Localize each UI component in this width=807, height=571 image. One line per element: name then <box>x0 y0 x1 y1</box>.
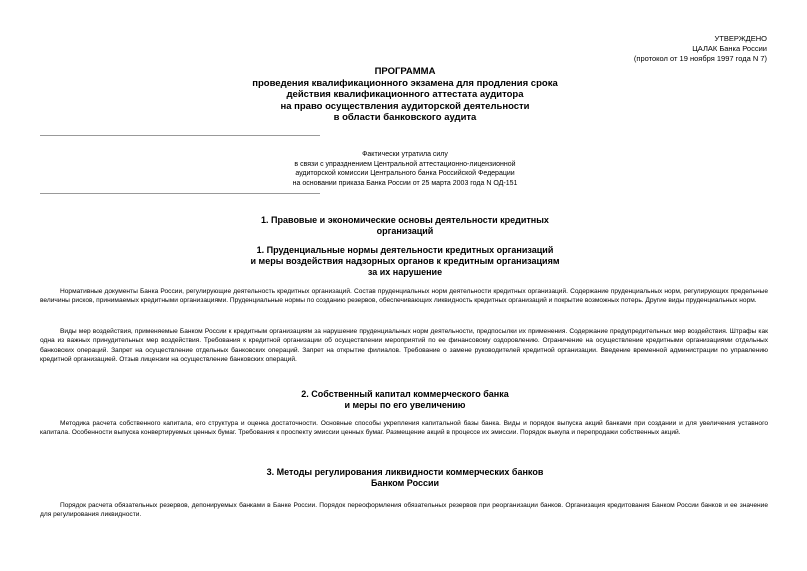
heading-line: организаций <box>376 226 434 236</box>
heading-line: за их нарушение <box>367 267 443 277</box>
heading-line: и меры по его увеличению <box>344 400 466 410</box>
document-title <box>40 66 770 124</box>
heading-line: 1. Пруденциальные нормы деятельности кредитных организаций <box>256 245 554 255</box>
note-line: на основании приказа Банка России от 25 марта 2003 года N ОД-151 <box>292 179 518 187</box>
heading-line: Банком России <box>370 478 440 488</box>
heading-line: и меры воздействия надзорных органов к кредитным организациям <box>250 256 560 266</box>
section2-heading <box>40 389 770 411</box>
section1-heading <box>40 215 770 237</box>
note-line: аудиторской комиссии Центрального банка Российской Федерации <box>295 170 515 178</box>
section2-paragraph-1: Методика расчета собственного капитала, его структура и оценка достаточности. Основные способы укрепления капитальной базы банка. Виды и порядок выпуска акций банками при создании и для увеличения уставного капитала. Особенности выпуска конвертируемых ценных бумаг. Требования к проспекту эмиссии ценных бумаг. Размещение акций в процессе их эмиссии. Порядок выкупа и перепродажи собственных акций. <box>40 420 768 437</box>
status-note <box>40 150 770 188</box>
divider-bottom <box>40 193 320 194</box>
section1-subheading <box>40 245 770 278</box>
note-line: в связи с упразднением Центральной аттестационно-лицензионной <box>294 160 516 168</box>
title-line: действия квалификационного аттестата аудитора <box>286 89 524 100</box>
title-line: в области банковского аудита <box>333 112 477 123</box>
heading-line: 1. Правовые и экономические основы деятельности кредитных <box>261 215 549 225</box>
approval-line: ЦАЛАК Банка России <box>692 44 767 53</box>
approval-line: УТВЕРЖДЕНО <box>714 34 767 43</box>
section3-heading <box>40 467 770 489</box>
section3-paragraph-1: Порядок расчета обязательных резервов, депонируемых банками в Банке России. Порядок переоформления обязательных резервов при реорганизации банков. Организация кредитования Банком России банков и ее значение для регулирования ликвидности. <box>40 502 768 519</box>
heading-line: 3. Методы регулирования ликвидности коммерческих банков <box>266 467 544 477</box>
note-line: Фактически утратила силу <box>362 151 448 158</box>
section1-paragraph-1: Нормативные документы Банка России, регулирующие деятельность кредитных организаций. Состав пруденциальных норм деятельности кредитных организаций. Содержание пруденциальных норм, регулирующих предельные величины рисков, принимаемых кредитными организациями. Пруденциальные нормы по созданию резервов, обеспечивающих ликвидность кредитных организаций и покрытие возможных потерь. Другие виды пруденциальных норм. <box>40 288 768 305</box>
heading-line: 2. Собственный капитал коммерческого банка <box>301 389 509 399</box>
title-line: проведения квалификационного экзамена для продления срока <box>252 77 558 89</box>
divider-top <box>40 135 320 136</box>
section1-paragraph-2: Виды мер воздействия, применяемые Банком России к кредитным организациям за нарушение пруденциальных норм деятельности, предпосылки их применения. Содержание предупредительных мер воздействия. Штрафы как одна из важных принудительных мер воздействия. Требования к кредитной организации об осуществлении мероприятий по ее финансовому оздоровлению. Ограничение на осуществление кредитными организациями отдельных банковских операций. Запрет на осуществление отдельных банковских операций. Запрет на открытие филиалов. Требование о замене руководителей кредитной организации. Введение временной администрации по управлению кредитной организацией. Отзыв лицензии на осуществление банковских операций. <box>40 328 768 364</box>
title-line: на право осуществления аудиторской деятельности <box>280 100 530 112</box>
approval-stamp <box>634 34 767 64</box>
title-line: ПРОГРАММА <box>374 66 436 77</box>
approval-line: (протокол от 19 ноября 1997 года N 7) <box>633 54 767 63</box>
